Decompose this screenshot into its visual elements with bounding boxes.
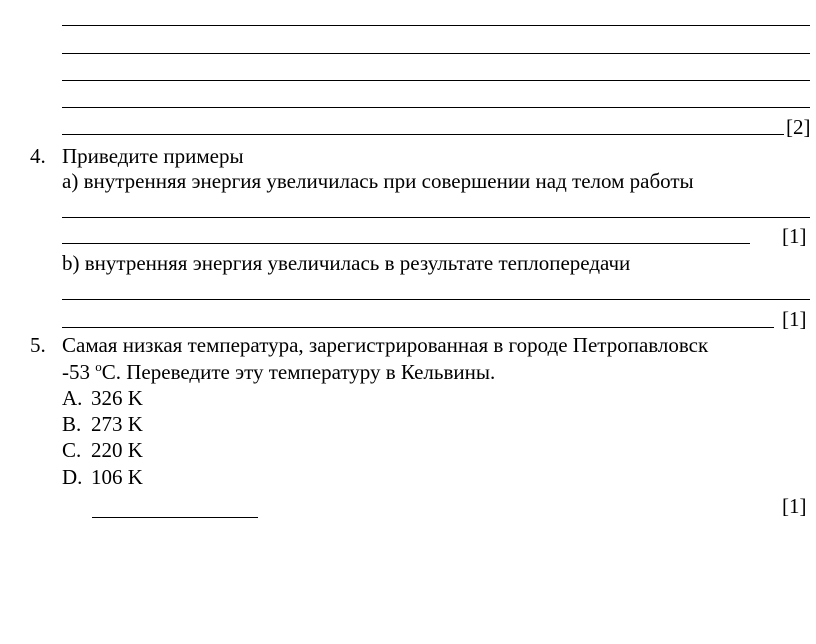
option-b-value: 273 K [91, 412, 143, 436]
q5-line2-pre: -53 [62, 360, 96, 384]
answer-line[interactable] [92, 517, 258, 518]
answer-line[interactable] [62, 243, 750, 244]
degree-superscript: o [95, 359, 102, 374]
q4b-text: b) внутренняя энергия увеличилась в результате теплопередачи [62, 251, 631, 275]
option-b-letter: B. [62, 412, 82, 436]
option-a-letter: A. [62, 386, 83, 410]
mark-q3: [2] [786, 115, 811, 139]
option-c-letter: C. [62, 438, 82, 462]
q5-number: 5. [30, 333, 46, 357]
answer-line[interactable] [62, 217, 810, 218]
option-a-value: 326 K [91, 386, 143, 410]
answer-line[interactable] [62, 134, 784, 135]
option-d-letter: D. [62, 465, 83, 489]
mark-q4b: [1] [782, 307, 807, 331]
mark-q4a: [1] [782, 224, 807, 248]
q5-line2-post: С. Переведите эту температуру в Кельвины. [101, 360, 496, 384]
answer-line[interactable] [62, 107, 810, 108]
q4a-text: a) внутренняя энергия увеличилась при совершении над телом работы [62, 169, 694, 193]
answer-line[interactable] [62, 53, 810, 54]
answer-line[interactable] [62, 25, 810, 26]
q5-line1: Самая низкая температура, зарегистрированная в городе Петропавловск [62, 333, 709, 357]
option-c-value: 220 K [91, 438, 143, 462]
answer-line[interactable] [62, 299, 810, 300]
answer-line[interactable] [62, 327, 774, 328]
q4-prompt: Приведите примеры [62, 144, 244, 168]
q4-number: 4. [30, 144, 46, 168]
mark-q5: [1] [782, 494, 807, 518]
answer-line[interactable] [62, 80, 810, 81]
option-d-value: 106 K [91, 465, 143, 489]
q5-line2 [62, 360, 495, 387]
